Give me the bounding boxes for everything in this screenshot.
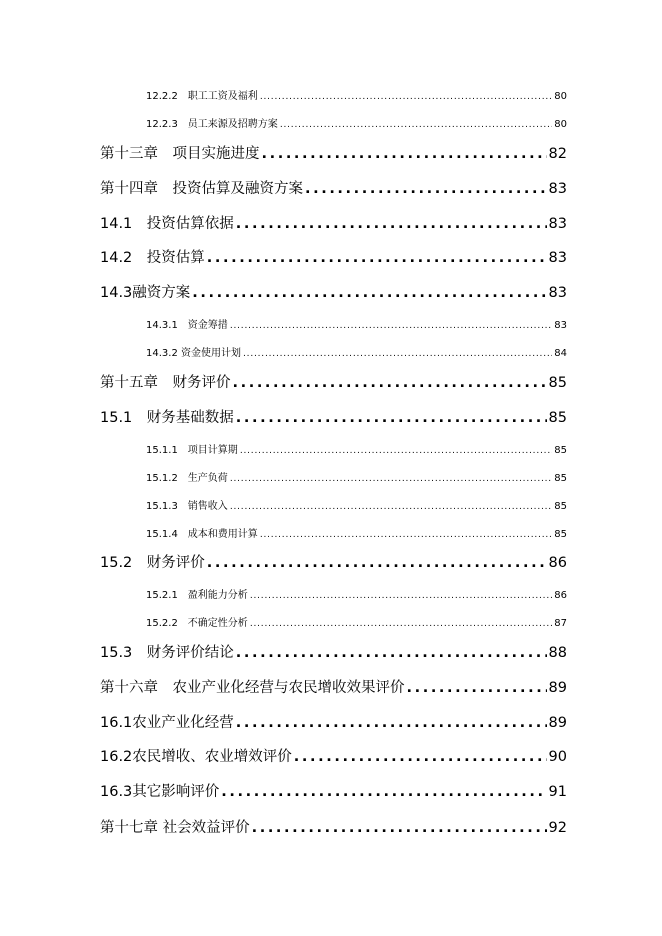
- toc-entry-title: 14.3.2 资金使用计划: [146, 348, 241, 359]
- toc-entry[interactable]: [146, 469, 567, 483]
- toc-leader-dots: [294, 749, 547, 765]
- toc-entry-page: 89: [548, 680, 567, 696]
- toc-entry-title: 15.2 财务评价: [100, 555, 205, 571]
- toc-leader-dots: [280, 120, 552, 130]
- toc-entry[interactable]: [100, 406, 567, 428]
- toc-entry[interactable]: [100, 711, 567, 733]
- toc-entry-title: 14.2 投资估算: [100, 250, 205, 266]
- toc-entry-page: 83: [548, 216, 567, 232]
- toc-entry-title: 14.1 投资估算依据: [100, 216, 234, 232]
- toc-entry[interactable]: [100, 816, 567, 838]
- toc-entry-page: 83: [548, 285, 567, 301]
- toc-leader-dots: [305, 181, 547, 197]
- toc-leader-dots: [207, 555, 547, 571]
- toc-entry[interactable]: [100, 780, 567, 802]
- toc-entry[interactable]: [100, 177, 567, 199]
- toc-entry-page: 83: [554, 320, 567, 331]
- toc-leader-dots: [236, 216, 547, 232]
- toc-entry-page: 85: [554, 501, 567, 512]
- toc-entry[interactable]: [100, 246, 567, 268]
- toc-entry[interactable]: [146, 586, 567, 600]
- toc-entry-page: 90: [548, 749, 567, 765]
- toc-entry[interactable]: [100, 641, 567, 663]
- toc-leader-dots: [230, 321, 552, 331]
- toc-entry-page: 85: [548, 410, 567, 426]
- toc-entry-page: 80: [554, 119, 567, 130]
- toc-leader-dots: [250, 591, 552, 601]
- toc-entry-title: 14.3.1 资金筹措: [146, 320, 228, 331]
- toc-entry-title: 12.2.2 职工工资及福利: [146, 91, 258, 102]
- toc-entry-title: 15.2.1 盈利能力分析: [146, 590, 248, 601]
- toc-leader-dots: [233, 375, 547, 391]
- toc-entry[interactable]: [100, 676, 567, 698]
- toc-leader-dots: [236, 715, 547, 731]
- toc-entry-title: 16.3其它影响评价: [100, 784, 220, 800]
- toc-entry-title: 14.3融资方案: [100, 285, 191, 301]
- toc-entry-title: 16.1农业产业化经营: [100, 715, 234, 731]
- toc-entry-title: 15.1 财务基础数据: [100, 410, 234, 426]
- toc-entry[interactable]: [146, 441, 567, 455]
- toc-entry-page: 83: [548, 250, 567, 266]
- toc-entry-page: 80: [554, 91, 567, 102]
- toc-leader-dots: [240, 446, 552, 456]
- toc-entry-title: 第十四章 投资估算及融资方案: [100, 181, 303, 197]
- toc-entry-title: 15.2.2 不确定性分析: [146, 618, 248, 629]
- toc-entry[interactable]: [146, 87, 567, 101]
- toc-entry-title: 第十五章 财务评价: [100, 375, 231, 391]
- toc-entry-page: 89: [548, 715, 567, 731]
- toc-entry-page: 82: [548, 146, 567, 162]
- toc-entry[interactable]: [100, 551, 567, 573]
- toc-entry[interactable]: [146, 497, 567, 511]
- toc-leader-dots: [230, 502, 552, 512]
- toc-leader-dots: [221, 784, 546, 800]
- toc-entry-page: 85: [548, 375, 567, 391]
- toc-leader-dots: [260, 92, 552, 102]
- toc-entry-page: 85: [554, 445, 567, 456]
- toc-entry-page: 87: [554, 618, 567, 629]
- toc-entry-page: 85: [554, 529, 567, 540]
- toc-entry[interactable]: [146, 344, 567, 358]
- toc-entry-title: 12.2.3 员工来源及招聘方案: [146, 119, 278, 130]
- toc-entry[interactable]: [100, 745, 567, 767]
- toc-entry-page: 88: [548, 645, 567, 661]
- toc-leader-dots: [236, 410, 547, 426]
- toc-leader-dots: [236, 645, 547, 661]
- toc-entry-title: 第十七章 社会效益评价: [100, 820, 250, 836]
- toc-entry[interactable]: [100, 281, 567, 303]
- toc-entry-page: 85: [554, 473, 567, 484]
- toc-entry-title: 15.1.4 成本和费用计算: [146, 529, 258, 540]
- toc-entry-page: 84: [554, 348, 567, 359]
- toc-leader-dots: [207, 250, 547, 266]
- toc-entry-title: 第十三章 项目实施进度: [100, 146, 260, 162]
- toc-leader-dots: [262, 146, 547, 162]
- toc-entry[interactable]: [146, 316, 567, 330]
- toc-entry[interactable]: [146, 614, 567, 628]
- toc-entry-page: 86: [548, 555, 567, 571]
- toc-entry-title: 15.3 财务评价结论: [100, 645, 234, 661]
- toc-entry[interactable]: [146, 525, 567, 539]
- toc-entry-title: 15.1.3 销售收入: [146, 501, 228, 512]
- toc-leader-dots: [260, 530, 552, 540]
- toc-entry-title: 15.1.2 生产负荷: [146, 473, 228, 484]
- toc-entry[interactable]: [100, 371, 567, 393]
- toc-leader-dots: [407, 680, 547, 696]
- toc-entry-page: 91: [548, 784, 567, 800]
- toc-leader-dots: [230, 474, 552, 484]
- toc-entry-title: 16.2农民增收、农业增效评价: [100, 749, 292, 765]
- toc-leader-dots: [192, 285, 546, 301]
- toc-entry-page: 83: [548, 181, 567, 197]
- toc-entry-page: 92: [548, 820, 567, 836]
- toc-entry[interactable]: [100, 142, 567, 164]
- toc-leader-dots: [252, 820, 547, 836]
- toc-entry-title: 15.1.1 项目计算期: [146, 445, 238, 456]
- toc-entry-title: 第十六章 农业产业化经营与农民增收效果评价: [100, 680, 405, 696]
- toc-entry-page: 86: [554, 590, 567, 601]
- toc-entry[interactable]: [100, 212, 567, 234]
- toc-entry[interactable]: [146, 115, 567, 129]
- toc-leader-dots: [243, 349, 552, 359]
- toc-leader-dots: [250, 619, 552, 629]
